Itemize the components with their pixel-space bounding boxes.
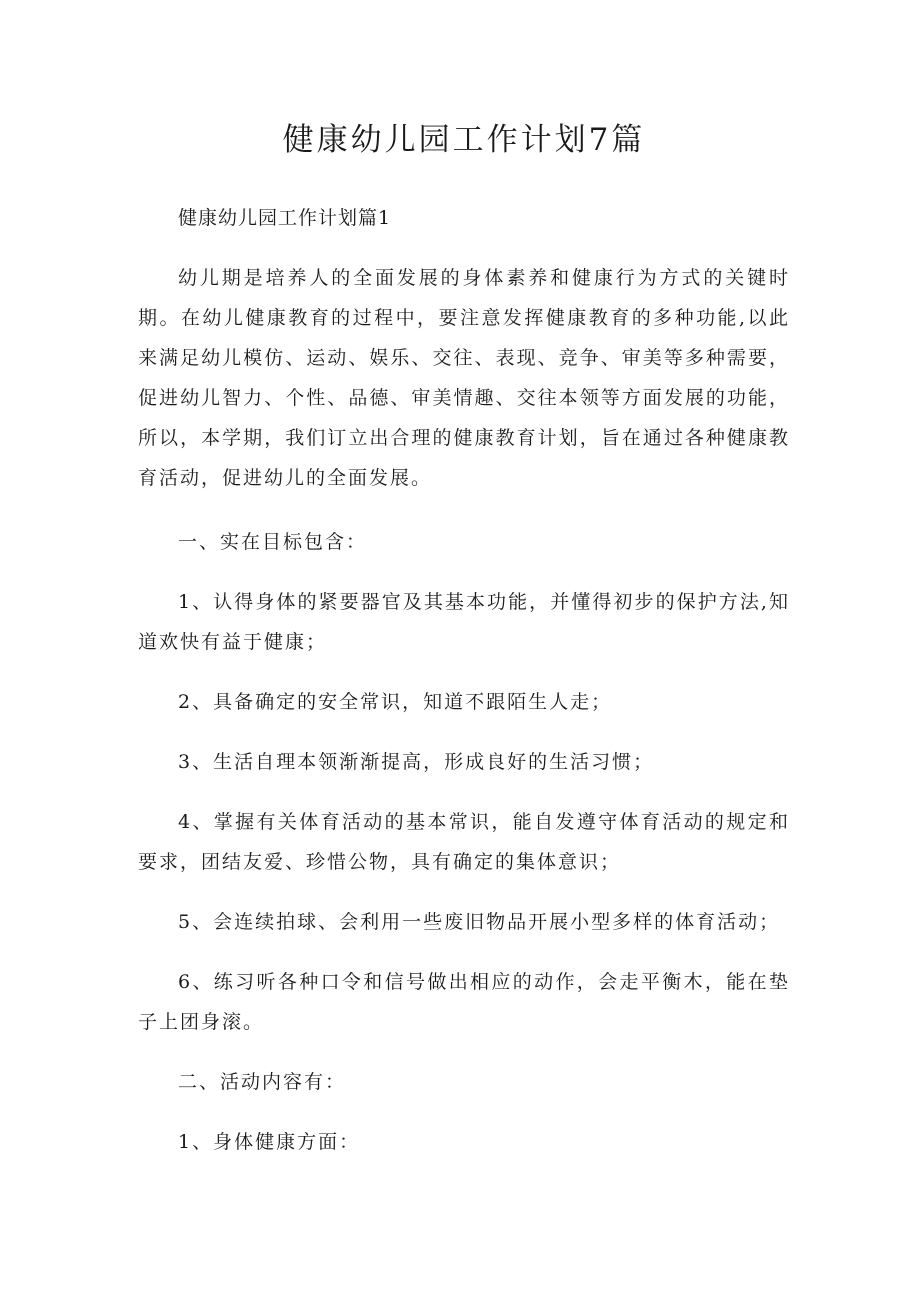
paragraph-goal-1: 1、认得身体的紧要器官及其基本功能，并懂得初步的保护方法,知道欢快有益于健康； — [138, 591, 790, 653]
paragraph-goal-2: 2、具备确定的安全常识，知道不跟陌生人走； — [178, 691, 613, 713]
paragraph-intro: 幼儿期是培养人的全面发展的身体素养和健康行为方式的关键时期。在幼儿健康教育的过程中，要注意发挥健康教育的多种功能,以此来满足幼儿模仿、运动、娱乐、交往、表现、竞争、审美等多种需要，促进幼儿智力、个性、品德、审美情趣、交往本领等方面发展的功能，所以，本学期，我们订立出合理的健康教育计划，旨在通过各种健康教育活动，促进幼儿的全面发展。 — [138, 267, 790, 489]
paragraph-goal-5: 5、会连续拍球、会利用一些废旧物品开展小型多样的体育活动； — [178, 911, 781, 933]
paragraph-goal-3: 3、生活自理本领渐渐提高，形成良好的生活习惯； — [178, 751, 655, 773]
paragraph-goal-4: 4、掌握有关体育活动的基本常识，能自发遵守体育活动的规定和要求，团结友爱、珍惜公物，具有确定的集体意识； — [138, 811, 790, 873]
paragraph-goal-6: 6、练习听各种口令和信号做出相应的动作，会走平衡木，能在垫子上团身滚。 — [138, 971, 790, 1033]
paragraph-activities-heading: 二、活动内容有： — [178, 1071, 347, 1093]
section-heading: 健康幼儿园工作计划篇1 — [178, 207, 392, 229]
paragraph-goals-heading: 一、实在目标包含： — [178, 531, 368, 553]
document-title: 健康幼儿园工作计划7篇 — [282, 122, 646, 158]
paragraph-activity-1: 1、身体健康方面： — [178, 1131, 361, 1153]
